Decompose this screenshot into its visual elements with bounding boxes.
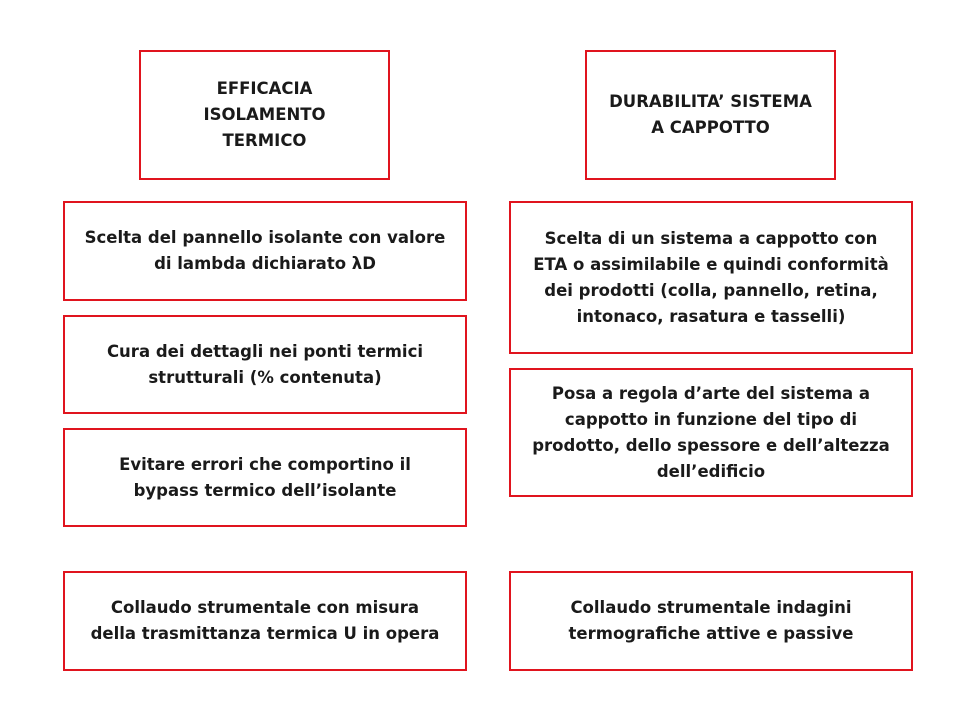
right-item-3-box [509,571,913,671]
right-header-text: DURABILITA’ SISTEMA A CAPPOTTO [609,92,812,137]
left-item-1-box [63,201,467,301]
left-header-text: EFFICACIA ISOLAMENTO TERMICO [203,79,326,150]
left-item-4-text: Collaudo strumentale con misura della trasmittanza termica U in opera [90,598,440,643]
right-item-3-text: Collaudo strumentale indagini termografiche attive e passive [568,598,854,643]
left-item-4-box [63,571,467,671]
right-item-1-text: Scelta di un sistema a cappotto con ETA o assimilabile e quindi conformità dei prodotti (colla, pannello, retina, intonaco, rasatura e tasselli) [533,228,889,326]
left-item-3-text: Evitare errori che comportino il bypass termico dell’isolante [119,454,411,500]
right-item-2-text: Posa a regola d’arte del sistema a cappotto in funzione del tipo di prodotto, dello spessore e dell’altezza dell’edificio [532,383,890,481]
right-item-1-box [509,201,913,354]
left-item-3-box [63,428,467,527]
left-header-box [139,50,390,180]
left-item-2-text: Cura dei dettagli nei ponti termici strutturali (% contenuta) [106,341,424,387]
left-item-2-box [63,315,467,414]
right-item-2-box [509,368,913,497]
right-header-box [585,50,836,180]
left-item-1-text: Scelta del pannello isolante con valore di lambda dichiarato λD [84,228,446,273]
